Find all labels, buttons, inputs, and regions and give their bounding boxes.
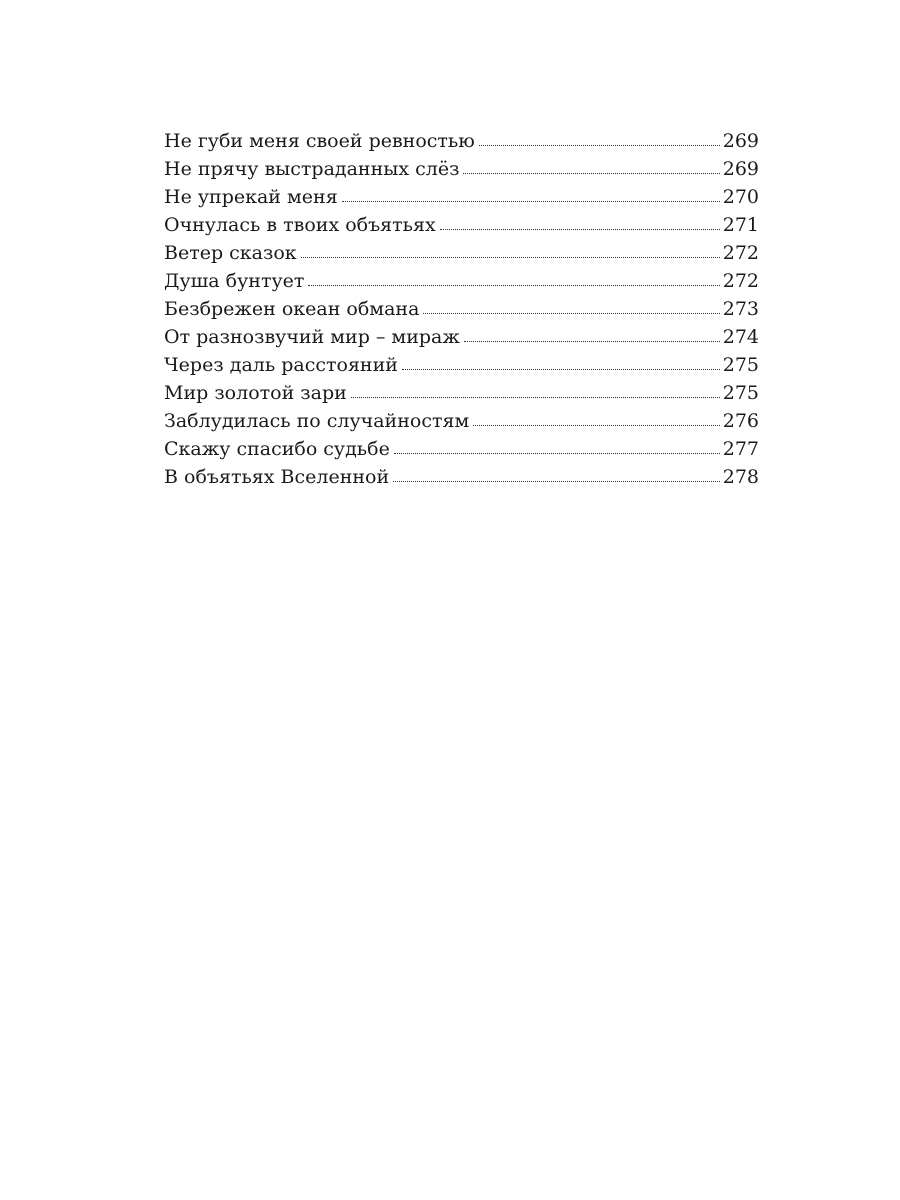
toc-entry: [164, 407, 759, 435]
toc-entry: [164, 435, 759, 463]
toc-entry-page-number: 272: [722, 270, 759, 292]
toc-entry-page-number: 275: [722, 354, 759, 376]
toc-entry-title: Через даль расстояний: [164, 354, 398, 376]
toc-entry-page-number: 276: [722, 410, 759, 432]
dot-leader: [402, 369, 720, 370]
toc-entry-page-number: 273: [722, 298, 759, 320]
dot-leader: [308, 285, 719, 286]
dot-leader: [473, 425, 719, 426]
toc-entry-title: В объятьях Вселенной: [164, 466, 390, 488]
dot-leader: [393, 481, 720, 482]
toc-entry: [164, 183, 759, 211]
toc-entry-title: Не упрекай меня: [164, 186, 338, 208]
toc-entry: [164, 155, 759, 183]
toc-entry-title: Не прячу выстраданных слёз: [164, 158, 460, 180]
dot-leader: [342, 201, 720, 202]
toc-entry: [164, 127, 759, 155]
toc-entry-page-number: 271: [722, 214, 759, 236]
toc-entry: [164, 267, 759, 295]
toc-entry-page-number: 275: [722, 382, 759, 404]
dot-leader: [479, 145, 720, 146]
dot-leader: [301, 257, 720, 258]
toc-entry-title: Ветер сказок: [164, 242, 297, 264]
toc-entry-title: Мир золотой зари: [164, 382, 347, 404]
table-of-contents: [164, 127, 759, 491]
toc-entry: [164, 295, 759, 323]
toc-entry-page-number: 269: [722, 130, 759, 152]
toc-entry-title: От разнозвучий мир – мираж: [164, 326, 460, 348]
toc-entry-title: Не губи меня своей ревностью: [164, 130, 475, 152]
toc-entry-page-number: 278: [722, 466, 759, 488]
toc-entry: [164, 351, 759, 379]
dot-leader: [464, 341, 720, 342]
toc-entry: [164, 239, 759, 267]
toc-entry: [164, 323, 759, 351]
toc-entry-title: Душа бунтует: [164, 270, 305, 292]
toc-entry-title: Скажу спасибо судьбе: [164, 438, 390, 460]
toc-entry-title: Заблудилась по случайностям: [164, 410, 470, 432]
toc-entry-page-number: 272: [722, 242, 759, 264]
toc-entry-title: Очнулась в твоих объятьях: [164, 214, 436, 236]
dot-leader: [463, 173, 719, 174]
dot-leader: [423, 313, 719, 314]
toc-entry-page-number: 274: [722, 326, 759, 348]
toc-entry: [164, 379, 759, 407]
toc-entry: [164, 463, 759, 491]
dot-leader: [440, 229, 720, 230]
dot-leader: [351, 397, 720, 398]
dot-leader: [394, 453, 720, 454]
toc-entry-page-number: 277: [722, 438, 759, 460]
toc-entry-page-number: 270: [722, 186, 759, 208]
toc-entry-title: Безбрежен океан обмана: [164, 298, 420, 320]
toc-entry-page-number: 269: [722, 158, 759, 180]
toc-entry: [164, 211, 759, 239]
